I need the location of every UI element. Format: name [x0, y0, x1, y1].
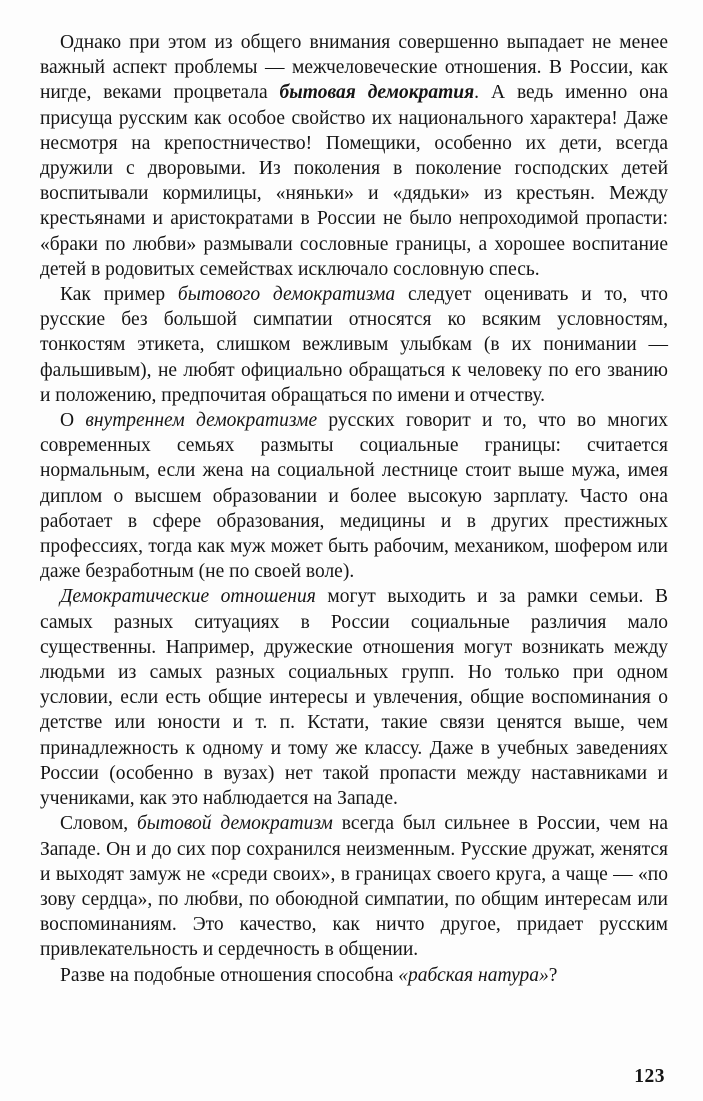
paragraph — [40, 282, 668, 408]
text-run: О — [60, 410, 86, 432]
paragraph — [40, 811, 668, 962]
text-run: Разве на подобные отношения способна — [60, 964, 399, 986]
text-run: всегда был сильнее в России, чем на Западе. Он и до сих пор сохранился неизменным. Русские дружат, женятся и выходят замуж не «среди своих», в границах своего круга, а чаще — «по зову сердца», по любви, по обоюдной симпатии, по общим интересам или воспоминаниям. Это качество, как ничто другое, придает русским привлекательность и сердечность в общении. — [40, 813, 668, 961]
page-number: 123 — [634, 1066, 665, 1087]
emphasis-bold-italic: бытовая демократия — [279, 82, 475, 104]
text-run: могут выходить и за рамки семьи. В самых разных ситуациях в России социальные различия мало существенны. Например, дружеские отношения могут возникать между людьми из самых разных социальных групп. Но только при одном условии, если есть общие интересы и увлечения, общие воспоминания о детстве или юности и т. п. Кстати, такие связи ценятся выше, чем принадлежность к одному и тому же классу. Даже в учебных заведениях России (особенно в вузах) нет такой пропасти между наставниками и учениками, как это наблюдается на Западе. — [40, 586, 668, 810]
text-run: Однако при этом из общего внимания совершенно выпадает не менее важный аспект проблемы — межчеловеческие отношения. В России, как нигде, веками процветала — [40, 32, 668, 104]
emphasis-italic: бытового демократизма — [177, 284, 396, 306]
emphasis-italic: внутреннем демократизме — [85, 410, 318, 432]
text-run: ? — [548, 964, 558, 986]
emphasis-italic: бытовой демократизм — [137, 813, 333, 835]
text-run: следует оценивать и то, что русские без большой симпатии относятся ко всяким условностям, тонкостям этикета, слишком вежливым улыбкам (в их понимании — фальшивым), не любят официально обращаться к человеку по его званию и положению, предпочитая обращаться по имени и отчеству. — [40, 284, 669, 406]
paragraph — [40, 584, 668, 811]
emphasis-italic: Демократические отношения — [60, 586, 316, 608]
text-run: Словом, — [60, 813, 137, 835]
text-run: . А ведь именно она присуща русским как особое свойство их национального характера! Даже несмотря на крепостничество! Помещики, особенно их дети, всегда дружили с дворовыми. Из поколения в поколение господских детей воспитывали кормилицы, «няньки» и «дядьки» из крестьян. Между крестьянами и аристократами в России не было непроходимой пропасти: «браки по любви» размывали сословные границы, а хорошее воспитание детей в родовитых семействах исключало сословную спесь. — [40, 82, 668, 280]
emphasis-italic: «рабская натура» — [398, 964, 549, 986]
paragraph — [40, 408, 668, 584]
paragraph — [40, 963, 668, 988]
text-run: Как пример — [60, 284, 178, 306]
body-text — [40, 30, 668, 988]
text-run: русских говорит и то, что во многих современных семьях размыты социальные границы: считается нормальным, если жена на социальной лестнице стоит выше мужа, имея диплом о высшем образовании и более высокую зарплату. Часто она работает в сфере образования, медицины и в других престижных профессиях, тогда как муж может быть рабочим, механиком, шофером или даже безработным (не по своей воле). — [40, 410, 668, 583]
paragraph — [40, 30, 668, 282]
